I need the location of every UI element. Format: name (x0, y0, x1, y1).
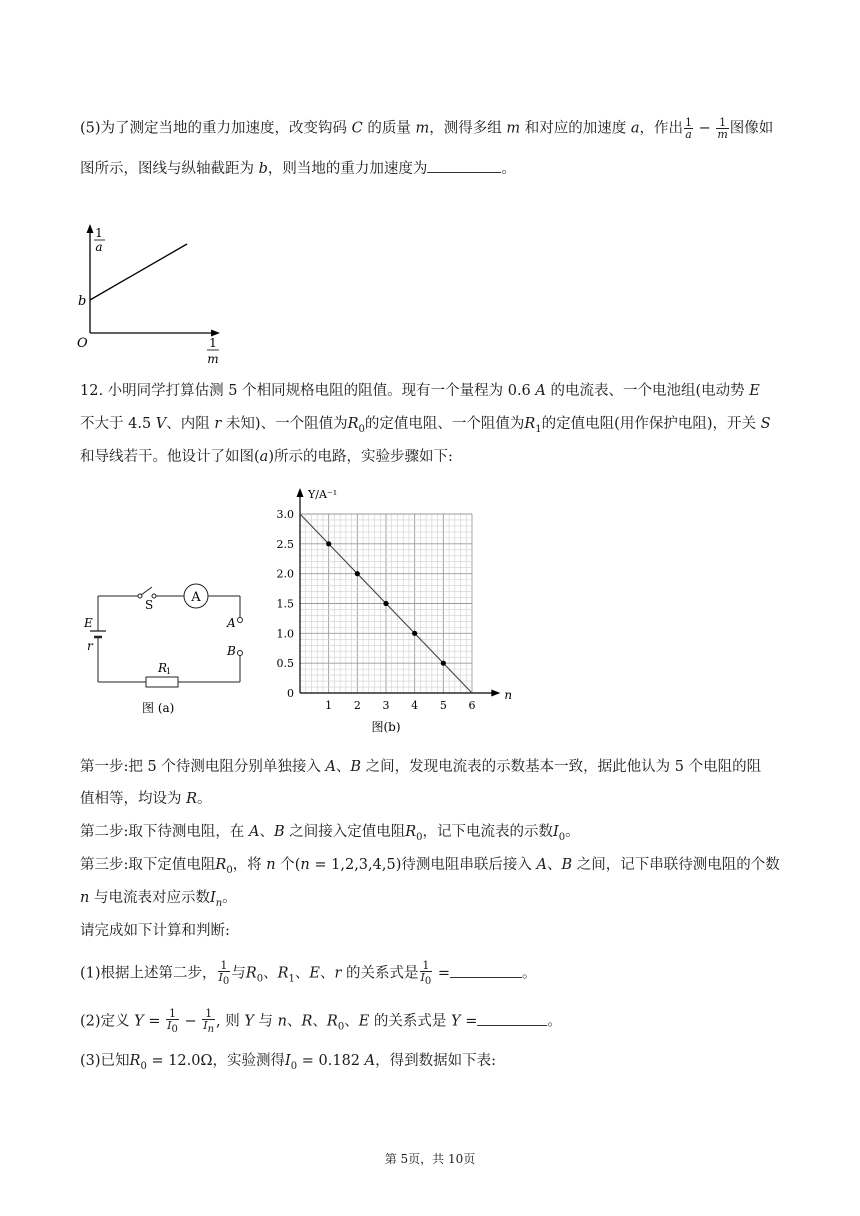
circuit-diagram (80, 575, 250, 725)
intercept-label: b (78, 294, 87, 309)
data-point (412, 631, 417, 636)
y-axis-arrow (297, 488, 304, 497)
y-tick-label: 1.0 (276, 627, 294, 641)
y-tick-label: 0.5 (276, 657, 294, 671)
fraction-1-over-m: $\frac{1}{m}$ (717, 116, 728, 141)
step2-line: 第二步:取下待测电阻，在 A、B 之间接入定值电阻$R_0$，记下电流表的示数$I_0$。 (80, 824, 580, 843)
step3-line2: n 与电流表对应示数$I_n$。 (80, 890, 237, 909)
switch-label: S (145, 598, 154, 612)
resistor-R1-label: R (158, 661, 168, 675)
x-tick-label: 5 (439, 699, 447, 712)
figure-a-caption: 图 (a) (142, 701, 175, 715)
part3-line: (3)已知$R_0 = 12.0\Omega$，实验测得$I_0 = 0.182$ A，得到数据如下表: (80, 1053, 497, 1072)
y-axis-label: Y/A⁻¹ (308, 488, 338, 501)
step1-line1: 第一步:把 5 个待测电阻分别单独接入 A、B 之间，发现电流表的示数基本一致，据此他认为 5 个电阻的阻 (80, 759, 762, 775)
q5-line2: 图所示，图线与纵轴截距为 b，则当地的重力加速度为 。 (80, 158, 780, 179)
q5-line1: (5)为了测定当地的重力加速度，改变钩码 C 的质量 m，测得多组 m 和对应的加速度 a，作出 $\frac{1}{a}$ − $\frac{1}{m}$ 图像如 (80, 116, 774, 141)
x-axis-arrow (491, 690, 500, 697)
resistor-R1-icon (146, 677, 178, 687)
data-point (383, 601, 388, 606)
origin-label: O (77, 336, 88, 351)
inverse-a-vs-inverse-m-graph (72, 222, 232, 370)
answer-blank (427, 158, 501, 173)
terminal-B-label: B (227, 644, 236, 658)
x-tick-label: 1 (325, 699, 333, 712)
terminal-A-label: A (227, 616, 236, 630)
q12-line1: 12. 小明同学打算估测 5 个相同规格电阻的阻值。现有一个量程为 0.6 A 的电流表、一个电池组(电动势 E (80, 383, 760, 399)
y-axis-label-den: a (95, 240, 103, 254)
x-axis-label: n (504, 688, 513, 702)
x-tick-label: 6 (468, 699, 476, 712)
x-tick-label: 3 (382, 699, 390, 712)
prompt-line: 请完成如下计算和判断: (80, 923, 230, 939)
data-point (355, 571, 360, 576)
y-tick-label: 2.0 (276, 567, 294, 581)
y-tick-label: 3.0 (276, 508, 294, 521)
y-tick-label: 0 (287, 687, 294, 700)
internal-r-label: r (87, 639, 93, 653)
data-point (441, 661, 446, 666)
step1-line2: 值相等，均设为 R。 (80, 791, 212, 807)
answer-blank-1 (450, 963, 522, 978)
answer-blank-2 (477, 1011, 547, 1026)
emf-label: E (84, 616, 93, 630)
ammeter-label: A (191, 590, 201, 605)
x-axis-label-den: m (207, 352, 219, 366)
y-tick-label: 2.5 (276, 537, 294, 551)
q12-line2: 不大于 4.5 V、内阻 r 未知)、一个阻值为$R_0$的定值电阻、一个阻值为$R_1$的定值电阻(用作保护电阻)，开关 S (80, 416, 771, 435)
y-axis-label-num: 1 (95, 226, 103, 240)
y-vs-n-chart (270, 484, 513, 734)
part1-line: (1)根据上述第二步， $\frac{1}{I_0}$ 与$R_0$、$R_1$、E、r 的关系式是 $\frac{1}{I_0}$ = 。 (80, 959, 537, 988)
x-tick-label: 4 (411, 699, 419, 712)
step3-line1: 第三步:取下定值电阻$R_0$，将 n 个(n = 1,2,3,4,5)待测电阻串联后接入 A、B 之间，记下串联待测电阻的个数 (80, 857, 780, 876)
fraction-1-over-a: $\frac{1}{a}$ (684, 116, 692, 141)
x-axis-label-num: 1 (209, 336, 217, 350)
q12-line3: 和导线若干。他设计了如图(a)所示的电路，实验步骤如下: (80, 449, 453, 465)
figure-b-caption: 图(b) (371, 720, 401, 734)
svg-text:1: 1 (166, 667, 172, 676)
page-footer: 第 5页，共 10页 (384, 1152, 476, 1166)
data-point (326, 541, 331, 546)
part2-line: (2)定义 Y = $\frac{1}{I_0}$ − $\frac{1}{I_n}$ , 则 Y 与 n、R、$R_0$、E 的关系式是 Y = 。 (80, 1007, 562, 1036)
y-tick-label: 1.5 (276, 597, 294, 611)
x-tick-label: 2 (353, 699, 361, 712)
